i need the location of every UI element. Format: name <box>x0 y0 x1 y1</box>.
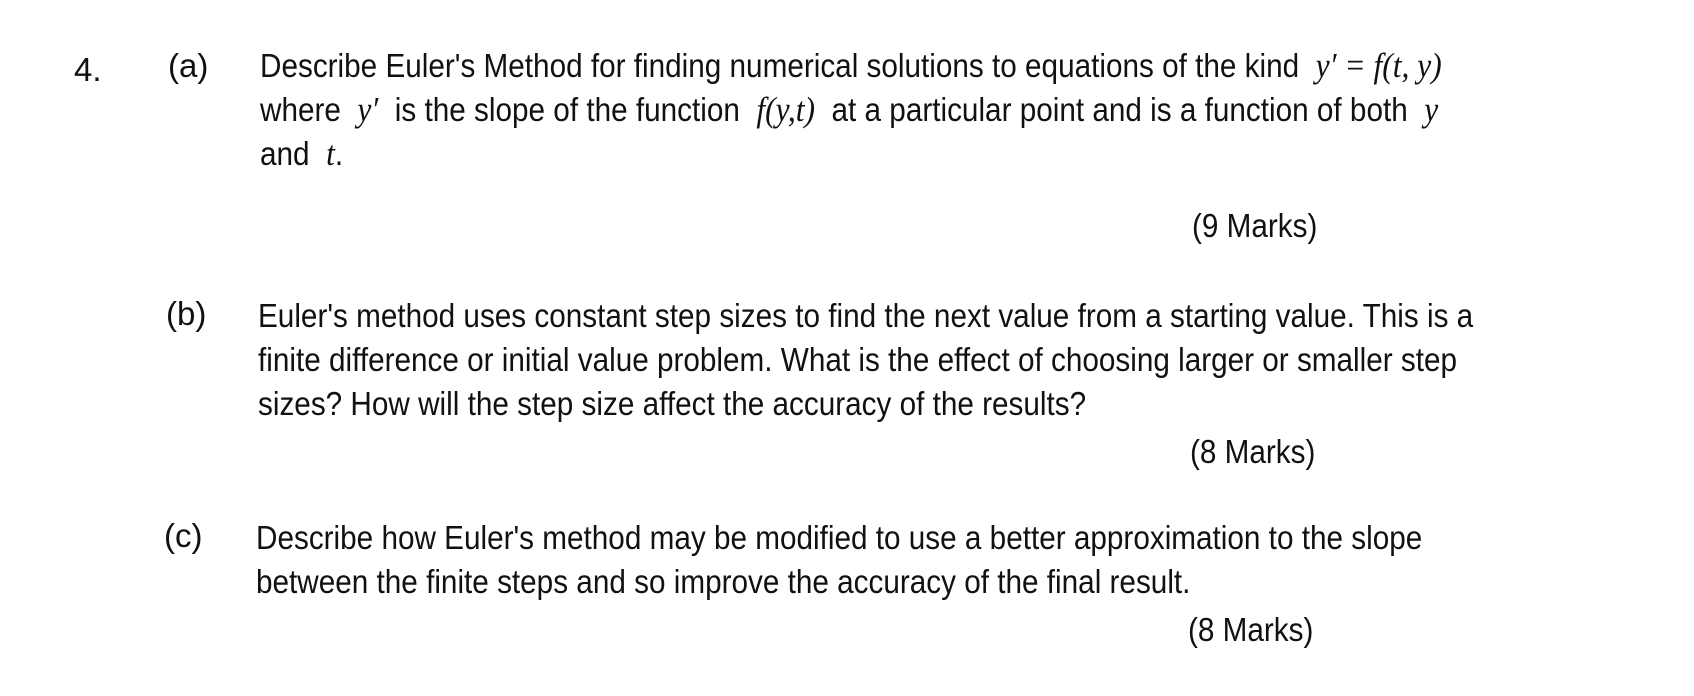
math-f-of-y-t: f(y,t) <box>756 90 816 129</box>
part-c-line-1: Describe how Euler's method may be modified to use a better approximation to the slope <box>256 519 1423 556</box>
part-a-label: (a) <box>168 47 209 84</box>
part-b-line-1: Euler's method uses constant step sizes to find the next value from a starting value. This is a <box>258 297 1474 334</box>
math-y: y <box>1424 90 1439 129</box>
part-a-marks: (9 Marks) <box>1192 207 1318 244</box>
part-b-marks: (8 Marks) <box>1190 433 1316 470</box>
part-c-label: (c) <box>164 517 203 554</box>
part-b-line-2: finite difference or initial value problem. What is the effect of choosing larger or smaller step <box>258 341 1458 378</box>
question-number: 4. <box>74 51 102 88</box>
part-a-line-2: where y′ is the slope of the function f(y,t) at a particular point and is a function of both y <box>260 90 1439 129</box>
math-t: t <box>326 134 335 173</box>
part-c-marks: (8 Marks) <box>1188 611 1314 648</box>
math-y-prime: y′ <box>357 90 379 129</box>
part-a-line-1: Describe Euler's Method for finding numerical solutions to equations of the kind y′ = f(t, y) <box>260 46 1442 85</box>
part-b-line-3: sizes? How will the step size affect the accuracy of the results? <box>258 385 1087 422</box>
part-b-label: (b) <box>166 295 207 332</box>
part-a-line-3: and t. <box>260 134 344 173</box>
equation-y-prime-eq-f: y′ = f(t, y) <box>1315 46 1442 85</box>
part-a-text <box>260 44 1442 176</box>
part-c-text <box>256 516 1422 604</box>
part-c-line-2: between the finite steps and so improve the accuracy of the final result. <box>256 563 1191 600</box>
part-b-text <box>258 294 1473 426</box>
